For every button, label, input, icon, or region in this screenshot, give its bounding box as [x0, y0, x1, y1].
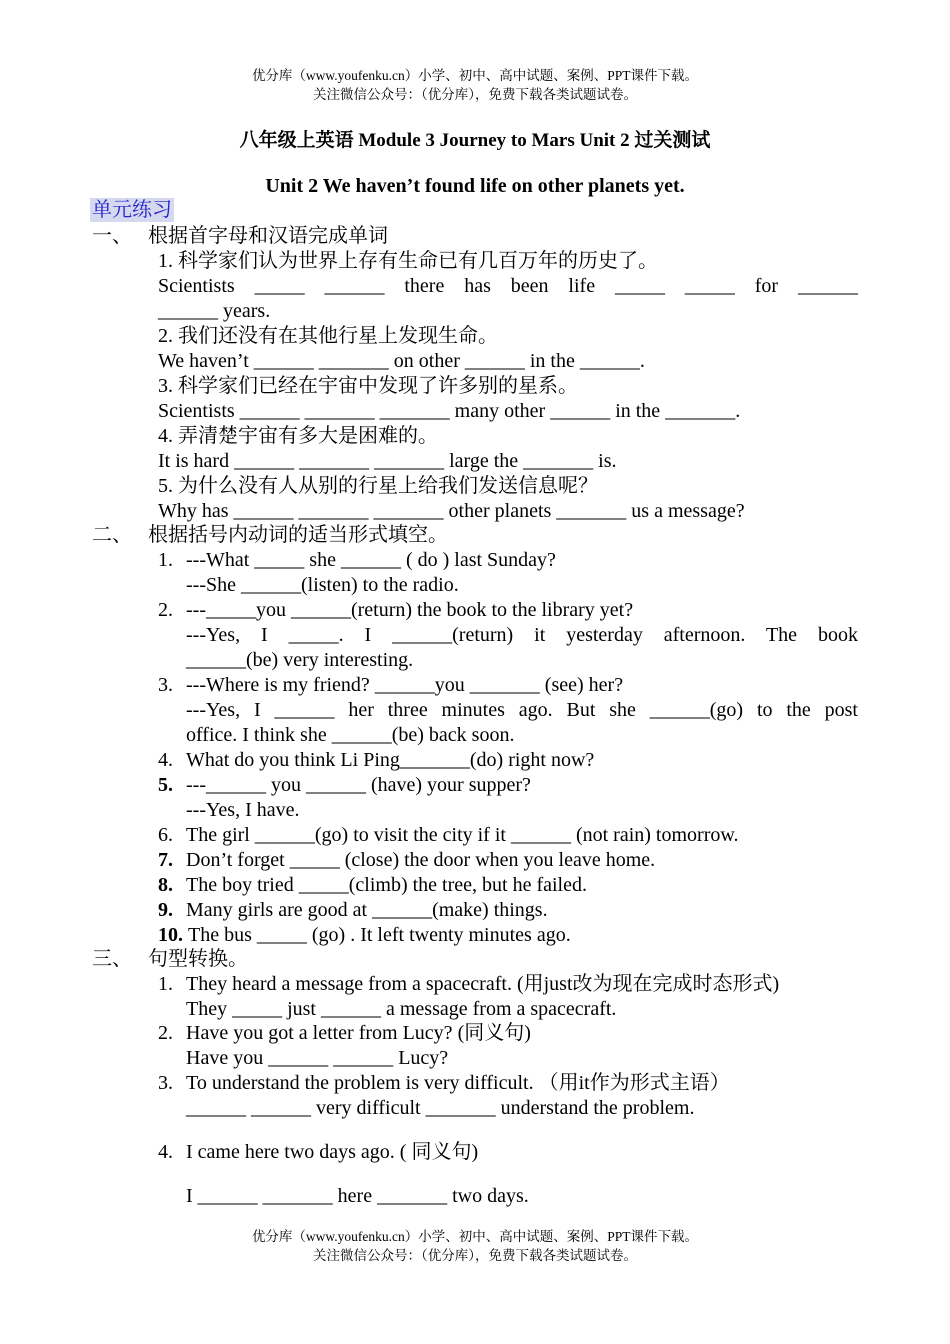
- s2-q2-number: 2.: [158, 599, 173, 621]
- s3-q2-line: Have you got a letter from Lucy? (同义句): [186, 1022, 531, 1044]
- section-3-heading: 句型转换。: [148, 948, 248, 970]
- s3-q1-number: 1.: [158, 973, 173, 995]
- s3-q3-line: To understand the problem is very difficult. （用it作为形式主语）: [186, 1072, 730, 1094]
- s2-q3-number: 3.: [158, 674, 173, 696]
- s2-q6-line: The girl ______(go) to visit the city if it ______ (not rain) tomorrow.: [186, 824, 739, 846]
- footer-line-1: 优分库（www.youfenku.cn）小学、初中、高中试题、案例、PPT课件下载。: [251, 1229, 699, 1244]
- section-2-number: 二、: [92, 524, 132, 546]
- s2-q5-line-2: ---Yes, I have.: [186, 799, 300, 821]
- s2-q9-line: Many girls are good at ______(make) things.: [186, 899, 548, 921]
- header-line-2: 关注微信公众号：（优分库），免费下载各类试题试卷。: [313, 87, 637, 102]
- s2-q4-line: What do you think Li Ping_______(do) right now?: [186, 749, 595, 771]
- s1-q5-english: Why has ______ _______ _______ other planets _______ us a message?: [158, 500, 745, 522]
- s3-q2-number: 2.: [158, 1022, 173, 1044]
- s2-q2-line-2: ---Yes, I _____. I ______(return) it yesterday afternoon. The book: [186, 624, 858, 646]
- s2-q10-line: The bus _____ (go) . It left twenty minutes ago.: [188, 924, 571, 946]
- s1-q1-chinese: 1. 科学家们认为世界上存有生命已有几百万年的历史了。: [158, 250, 658, 272]
- section-1-heading: 根据首字母和汉语完成单词: [148, 225, 388, 247]
- s2-q10-number: 10.: [158, 924, 183, 946]
- page-title: 八年级上英语 Module 3 Journey to Mars Unit 2 过关测试: [239, 130, 711, 151]
- s1-q2-chinese: 2. 我们还没有在其他行星上发现生命。: [158, 325, 498, 347]
- s2-q5-number: 5.: [158, 774, 173, 796]
- s2-q7-number: 7.: [158, 849, 173, 871]
- s1-q3-chinese: 3. 科学家们已经在宇宙中发现了许多别的星系。: [158, 375, 578, 397]
- s2-q1-line-2: ---She ______(listen) to the radio.: [186, 574, 459, 596]
- s2-q7-line: Don’t forget _____ (close) the door when you leave home.: [186, 849, 656, 871]
- page-subtitle: Unit 2 We haven’t found life on other planets yet.: [265, 175, 685, 197]
- s2-q2-line: ---_____you ______(return) the book to the library yet?: [186, 599, 634, 621]
- s2-q8-line: The boy tried _____(climb) the tree, but he failed.: [186, 874, 587, 896]
- s1-q4-chinese: 4. 弄清楚宇宙有多大是困难的。: [158, 425, 438, 447]
- section-tag: 单元练习: [92, 199, 172, 221]
- s2-q5-line: ---______ you ______ (have) your supper?: [186, 774, 531, 796]
- section-1-number: 一、: [92, 225, 132, 247]
- s3-q3-number: 3.: [158, 1072, 173, 1094]
- s2-q3-line: ---Where is my friend? ______you _______ (see) her?: [186, 674, 624, 696]
- s1-q1-english: Scientists _____ ______ there has been life _____ _____ for ______: [158, 275, 858, 297]
- s2-q2-line-3: ______(be) very interesting.: [186, 649, 414, 671]
- s2-q4-number: 4.: [158, 749, 173, 771]
- s2-q3-line-3: office. I think she ______(be) back soon.: [186, 724, 515, 746]
- s2-q3-line-2: ---Yes, I ______ her three minutes ago. But she ______(go) to the post: [186, 699, 858, 721]
- s3-q4-number: 4.: [158, 1141, 173, 1163]
- section-2-heading: 根据括号内动词的适当形式填空。: [148, 524, 448, 546]
- s3-q4-line: I came here two days ago. ( 同义句): [186, 1141, 479, 1163]
- s1-q3-english: Scientists ______ _______ _______ many other ______ in the _______.: [158, 400, 741, 422]
- s1-q4-english: It is hard ______ _______ _______ large the _______ is.: [158, 450, 617, 472]
- s2-q1-line: ---What _____ she ______ ( do ) last Sunday?: [186, 549, 556, 571]
- s3-q1-line: They heard a message from a spacecraft. (用just改为现在完成时态形式): [186, 973, 780, 995]
- s3-q3-line-2: ______ ______ very difficult _______ understand the problem.: [186, 1097, 695, 1119]
- s2-q8-number: 8.: [158, 874, 173, 896]
- s3-q2-line-2: Have you ______ ______ Lucy?: [186, 1047, 449, 1069]
- s2-q9-number: 9.: [158, 899, 173, 921]
- s1-q1-english-cont: ______ years.: [158, 300, 271, 322]
- header-line-1: 优分库（www.youfenku.cn）小学、初中、高中试题、案例、PPT课件下载。: [251, 68, 699, 83]
- s3-q4-line-2: I ______ _______ here _______ two days.: [186, 1185, 529, 1207]
- s2-q1-number: 1.: [158, 549, 173, 571]
- s1-q5-chinese: 5. 为什么没有人从别的行星上给我们发送信息呢？: [158, 475, 598, 497]
- s1-q2-english: We haven’t ______ _______ on other ______ in the ______.: [158, 350, 645, 372]
- footer-line-2: 关注微信公众号：（优分库），免费下载各类试题试卷。: [313, 1248, 637, 1263]
- section-3-number: 三、: [92, 948, 132, 970]
- s2-q6-number: 6.: [158, 824, 173, 846]
- s3-q1-line-2: They _____ just ______ a message from a spacecraft.: [186, 998, 617, 1020]
